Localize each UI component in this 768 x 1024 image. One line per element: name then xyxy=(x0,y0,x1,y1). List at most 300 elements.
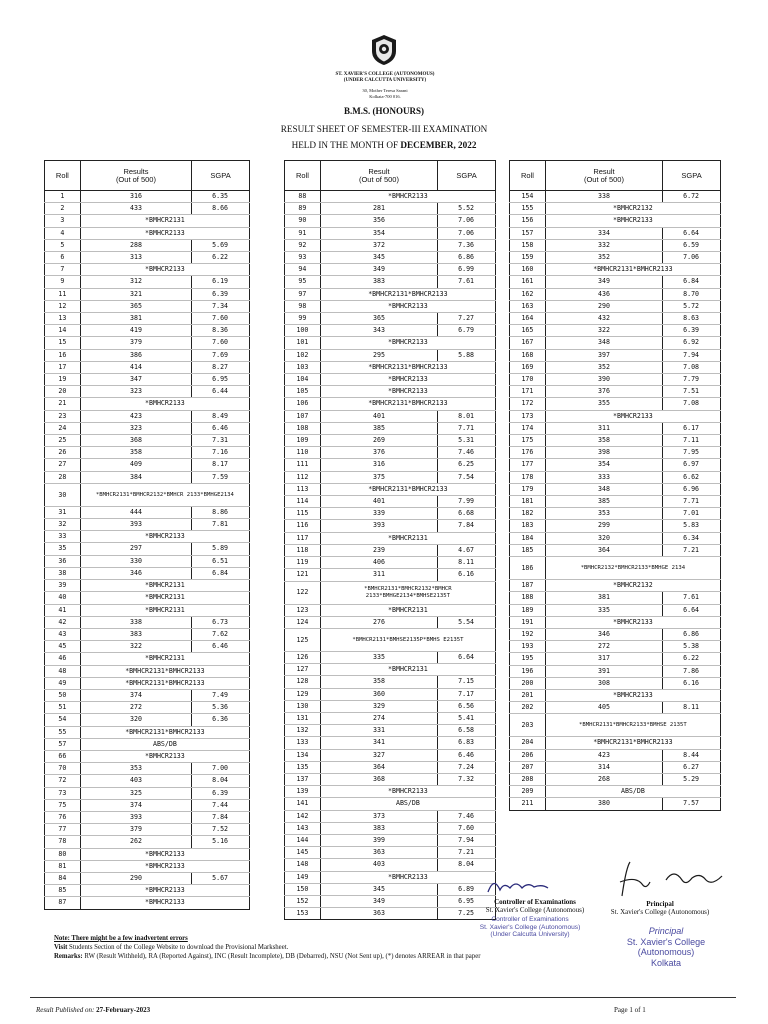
roll-cell: 109 xyxy=(285,435,321,447)
roll-cell: 42 xyxy=(45,616,81,628)
table-row xyxy=(45,410,250,422)
table-row xyxy=(45,897,250,909)
roll-cell: 49 xyxy=(45,677,81,689)
result-cell: 321 xyxy=(80,288,191,300)
roll-cell: 167 xyxy=(510,337,546,349)
sgpa-cell: 7.15 xyxy=(438,676,496,688)
table-row xyxy=(285,435,496,447)
roll-cell: 17 xyxy=(45,361,81,373)
table-row xyxy=(285,847,496,859)
result-cell: 317 xyxy=(545,653,662,665)
roll-cell: 35 xyxy=(45,543,81,555)
sgpa-cell: 5.72 xyxy=(663,300,721,312)
table-row xyxy=(510,749,721,761)
sgpa-cell: 6.36 xyxy=(192,714,250,726)
sgpa-cell: 6.84 xyxy=(192,567,250,579)
roll-cell: 12 xyxy=(45,300,81,312)
roll-cell: 72 xyxy=(45,775,81,787)
sgpa-cell: 5.67 xyxy=(192,872,250,884)
sgpa-cell: 8.04 xyxy=(192,775,250,787)
result-cell: 349 xyxy=(320,264,437,276)
table-row xyxy=(45,848,250,860)
sgpa-cell: 7.36 xyxy=(438,239,496,251)
roll-cell: 80 xyxy=(45,848,81,860)
result-cell: 401 xyxy=(320,410,437,422)
result-cell: 354 xyxy=(545,459,662,471)
result-cell: *BMHCR2133 xyxy=(80,227,249,239)
table-row xyxy=(285,410,496,422)
sgpa-cell: 7.54 xyxy=(438,471,496,483)
result-cell: 383 xyxy=(320,822,437,834)
sgpa-cell: 6.86 xyxy=(663,628,721,640)
result-cell: 288 xyxy=(80,239,191,251)
table-row xyxy=(510,773,721,785)
table-row xyxy=(285,761,496,773)
result-cell: 272 xyxy=(80,702,191,714)
roll-cell: 141 xyxy=(285,798,321,810)
roll-cell: 152 xyxy=(285,895,321,907)
table-row xyxy=(45,435,250,447)
table-row xyxy=(285,749,496,761)
roll-cell: 171 xyxy=(510,386,546,398)
result-cell: 380 xyxy=(545,798,662,810)
roll-cell: 185 xyxy=(510,544,546,556)
roll-cell: 159 xyxy=(510,252,546,264)
page-number: Page 1 of 1 xyxy=(614,1006,646,1014)
table-row xyxy=(285,459,496,471)
table-row xyxy=(285,871,496,883)
roll-cell: 204 xyxy=(510,737,546,749)
result-cell: 323 xyxy=(80,386,191,398)
result-cell: 347 xyxy=(80,374,191,386)
result-cell: *BMHCR2133 xyxy=(80,848,249,860)
sgpa-cell: 6.64 xyxy=(663,227,721,239)
roll-cell: 97 xyxy=(285,288,321,300)
result-cell: *BMHCR2131*BMHCR2132*BMHCR 2133*BMHGE2134*BMHSE2135T xyxy=(320,581,495,604)
result-cell: 368 xyxy=(320,773,437,785)
principal-title: Principal xyxy=(646,900,674,908)
table-row xyxy=(285,349,496,361)
result-cell: 373 xyxy=(320,810,437,822)
sgpa-cell: 7.24 xyxy=(438,761,496,773)
table-row xyxy=(510,557,721,580)
sgpa-cell: 5.16 xyxy=(192,836,250,848)
roll-cell: 66 xyxy=(45,750,81,762)
roll-cell: 46 xyxy=(45,653,81,665)
roll-cell: 162 xyxy=(510,288,546,300)
sgpa-cell: 7.46 xyxy=(438,447,496,459)
column-header-roll: Roll xyxy=(45,161,81,191)
table-row xyxy=(45,824,250,836)
roll-cell: 107 xyxy=(285,410,321,422)
table-row xyxy=(285,483,496,495)
sgpa-cell: 7.21 xyxy=(438,847,496,859)
roll-cell: 139 xyxy=(285,786,321,798)
roll-cell: 133 xyxy=(285,737,321,749)
result-cell: 383 xyxy=(80,628,191,640)
table-row xyxy=(285,361,496,373)
sgpa-cell: 8.36 xyxy=(192,325,250,337)
roll-cell: 3 xyxy=(45,215,81,227)
roll-cell: 116 xyxy=(285,520,321,532)
sgpa-cell: 4.67 xyxy=(438,544,496,556)
roll-cell: 14 xyxy=(45,325,81,337)
result-cell: *BMHCR2133 xyxy=(320,786,495,798)
sgpa-cell: 7.57 xyxy=(663,798,721,810)
table-row xyxy=(510,252,721,264)
sgpa-cell: 6.27 xyxy=(663,761,721,773)
roll-cell: 55 xyxy=(45,726,81,738)
sgpa-cell: 8.04 xyxy=(438,859,496,871)
result-cell: *BMHCR2131*BMHCR2133 xyxy=(545,737,720,749)
result-cell: 290 xyxy=(80,872,191,884)
table-row xyxy=(285,822,496,834)
table-row xyxy=(45,459,250,471)
sgpa-cell: 7.69 xyxy=(192,349,250,361)
sgpa-cell: 7.60 xyxy=(438,822,496,834)
roll-cell: 121 xyxy=(285,569,321,581)
table-row xyxy=(45,264,250,276)
table-row xyxy=(45,811,250,823)
sgpa-cell: 5.54 xyxy=(438,616,496,628)
column-header-sgpa: SGPA xyxy=(438,161,496,191)
table-row xyxy=(510,628,721,640)
roll-cell: 101 xyxy=(285,337,321,349)
roll-cell: 19 xyxy=(45,374,81,386)
result-cell: *BMHCR2131 xyxy=(80,592,249,604)
result-cell: 349 xyxy=(320,895,437,907)
sgpa-cell: 6.34 xyxy=(663,532,721,544)
table-header-row xyxy=(285,161,496,191)
table-row xyxy=(285,374,496,386)
result-cell: ABS/DB xyxy=(320,798,495,810)
sgpa-cell: 6.51 xyxy=(192,555,250,567)
roll-cell: 132 xyxy=(285,725,321,737)
result-cell: 363 xyxy=(320,847,437,859)
sgpa-cell: 6.46 xyxy=(438,749,496,761)
table-row xyxy=(45,288,250,300)
sgpa-cell: 7.99 xyxy=(438,496,496,508)
result-cell: *BMHCR2132*BMHCR2133*BMHGE 2134 xyxy=(545,557,720,580)
result-cell: 348 xyxy=(545,337,662,349)
errors-note: Note: There might be a few inadvertent errors xyxy=(54,935,188,942)
sgpa-cell: 6.79 xyxy=(438,325,496,337)
sgpa-cell: 5.52 xyxy=(438,203,496,215)
roll-cell: 84 xyxy=(45,872,81,884)
table-row xyxy=(285,422,496,434)
table-row xyxy=(285,786,496,798)
table-row xyxy=(45,386,250,398)
table-row xyxy=(510,714,721,737)
roll-cell: 186 xyxy=(510,557,546,580)
roll-cell: 202 xyxy=(510,702,546,714)
result-cell: *BMHCR2133 xyxy=(320,386,495,398)
roll-cell: 183 xyxy=(510,520,546,532)
table-row xyxy=(45,227,250,239)
result-cell: 295 xyxy=(320,349,437,361)
result-cell: *BMHCR2131 xyxy=(80,580,249,592)
principal-signature xyxy=(612,858,742,898)
table-row xyxy=(285,508,496,520)
result-cell: 368 xyxy=(80,435,191,447)
sgpa-cell: 7.34 xyxy=(192,300,250,312)
sheet-title: RESULT SHEET OF SEMESTER-III EXAMINATION xyxy=(280,124,488,134)
roll-cell: 172 xyxy=(510,398,546,410)
roll-cell: 174 xyxy=(510,422,546,434)
result-cell: 322 xyxy=(545,325,662,337)
roll-cell: 50 xyxy=(45,689,81,701)
table-row xyxy=(45,714,250,726)
result-cell: 358 xyxy=(80,447,191,459)
table-row xyxy=(285,227,496,239)
result-cell: 385 xyxy=(545,496,662,508)
table-row xyxy=(45,361,250,373)
sgpa-cell: 6.64 xyxy=(438,651,496,663)
roll-cell: 7 xyxy=(45,264,81,276)
roll-cell: 188 xyxy=(510,592,546,604)
table-row xyxy=(510,435,721,447)
roll-cell: 196 xyxy=(510,665,546,677)
result-cell: 320 xyxy=(545,532,662,544)
table-row xyxy=(510,786,721,798)
roll-cell: 16 xyxy=(45,349,81,361)
sgpa-cell: 5.88 xyxy=(438,349,496,361)
sgpa-cell: 7.84 xyxy=(192,811,250,823)
roll-cell: 104 xyxy=(285,374,321,386)
roll-cell: 177 xyxy=(510,459,546,471)
result-cell: *BMHCR2131 xyxy=(80,215,249,227)
result-cell: *BMHCR2133 xyxy=(80,897,249,909)
column-header-roll: Roll xyxy=(510,161,546,191)
table-row xyxy=(45,519,250,531)
result-cell: 379 xyxy=(80,824,191,836)
roll-cell: 15 xyxy=(45,337,81,349)
result-cell: *BMHCR2133 xyxy=(545,689,720,701)
table-row xyxy=(45,750,250,762)
roll-cell: 163 xyxy=(510,300,546,312)
roll-cell: 207 xyxy=(510,761,546,773)
result-cell: 323 xyxy=(80,422,191,434)
roll-cell: 27 xyxy=(45,459,81,471)
result-cell: *BMHCR2131*BMHCR2133 xyxy=(545,264,720,276)
roll-cell: 187 xyxy=(510,580,546,592)
roll-cell: 165 xyxy=(510,325,546,337)
result-cell: 405 xyxy=(545,702,662,714)
sgpa-cell: 6.62 xyxy=(663,471,721,483)
roll-cell: 48 xyxy=(45,665,81,677)
roll-cell: 94 xyxy=(285,264,321,276)
sgpa-cell: 6.95 xyxy=(438,895,496,907)
table-row xyxy=(45,726,250,738)
table-row xyxy=(45,239,250,251)
result-cell: *BMHCR2131*BMHCR2133 xyxy=(80,677,249,689)
table-row xyxy=(510,798,721,810)
table-row xyxy=(510,447,721,459)
roll-cell: 211 xyxy=(510,798,546,810)
table-row xyxy=(510,665,721,677)
table-row xyxy=(285,700,496,712)
roll-cell: 5 xyxy=(45,239,81,251)
roll-cell: 127 xyxy=(285,664,321,676)
result-cell: 349 xyxy=(545,276,662,288)
result-cell: 375 xyxy=(320,471,437,483)
result-cell: 356 xyxy=(320,215,437,227)
table-row xyxy=(45,300,250,312)
roll-cell: 154 xyxy=(510,191,546,203)
result-cell: 320 xyxy=(80,714,191,726)
roll-cell: 43 xyxy=(45,628,81,640)
result-cell: 343 xyxy=(320,325,437,337)
result-table-2 xyxy=(284,160,496,920)
table-row xyxy=(510,544,721,556)
table-header-row xyxy=(510,161,721,191)
result-cell: 393 xyxy=(320,520,437,532)
sgpa-cell: 7.46 xyxy=(438,810,496,822)
table-row xyxy=(510,239,721,251)
roll-cell: 24 xyxy=(45,422,81,434)
result-cell: *BMHCR2131 xyxy=(320,532,495,544)
table-row xyxy=(285,688,496,700)
sgpa-cell: 8.27 xyxy=(192,361,250,373)
result-cell: 399 xyxy=(320,834,437,846)
roll-cell: 21 xyxy=(45,398,81,410)
roll-cell: 87 xyxy=(45,897,81,909)
result-cell: 322 xyxy=(80,641,191,653)
roll-cell: 88 xyxy=(285,191,321,203)
roll-cell: 25 xyxy=(45,435,81,447)
column-header-roll: Roll xyxy=(285,161,321,191)
table-row xyxy=(45,374,250,386)
result-cell: 354 xyxy=(320,227,437,239)
column-header-sgpa: SGPA xyxy=(192,161,250,191)
sgpa-cell: 6.25 xyxy=(438,459,496,471)
sgpa-cell: 6.68 xyxy=(438,508,496,520)
sgpa-cell: 7.95 xyxy=(663,447,721,459)
table-row xyxy=(510,313,721,325)
sgpa-cell: 7.51 xyxy=(663,386,721,398)
roll-cell: 203 xyxy=(510,714,546,737)
roll-cell: 102 xyxy=(285,349,321,361)
sgpa-cell: 5.83 xyxy=(663,520,721,532)
result-cell: 312 xyxy=(80,276,191,288)
result-cell: 352 xyxy=(545,361,662,373)
roll-cell: 118 xyxy=(285,544,321,556)
result-table-3 xyxy=(509,160,721,811)
result-cell: 391 xyxy=(545,665,662,677)
table-row xyxy=(510,520,721,532)
controller-signature xyxy=(484,872,574,900)
roll-cell: 153 xyxy=(285,908,321,920)
remarks-note: Remarks: RW (Result Withheld), RA (Reported Against), INC (Result Incomplete), DB (Debarred), NSU (Not Sent up), (*) denotes ARREAR in that paper xyxy=(54,953,481,960)
result-cell: 335 xyxy=(320,651,437,663)
sgpa-cell: 7.62 xyxy=(192,628,250,640)
sgpa-cell: 5.89 xyxy=(192,543,250,555)
sgpa-cell: 7.71 xyxy=(438,422,496,434)
result-cell: 365 xyxy=(80,300,191,312)
roll-cell: 158 xyxy=(510,239,546,251)
result-cell: ABS/DB xyxy=(80,738,249,750)
sgpa-cell: 6.39 xyxy=(192,787,250,799)
published-date: Result Published on: 27-February-2023 xyxy=(36,1006,151,1014)
roll-cell: 95 xyxy=(285,276,321,288)
roll-cell: 182 xyxy=(510,508,546,520)
sgpa-cell: 8.11 xyxy=(663,702,721,714)
table-row xyxy=(45,787,250,799)
table-header-row xyxy=(45,161,250,191)
roll-cell: 170 xyxy=(510,374,546,386)
sgpa-cell: 6.56 xyxy=(438,700,496,712)
result-cell: 376 xyxy=(545,386,662,398)
sgpa-cell: 5.36 xyxy=(192,702,250,714)
result-cell: 364 xyxy=(320,761,437,773)
roll-cell: 200 xyxy=(510,677,546,689)
table-row xyxy=(45,337,250,349)
held-line: HELD IN THE MONTH OF DECEMBER, 2022 xyxy=(291,140,477,150)
roll-cell: 105 xyxy=(285,386,321,398)
sgpa-cell: 6.99 xyxy=(438,264,496,276)
table-row xyxy=(45,738,250,750)
table-row xyxy=(510,288,721,300)
table-row xyxy=(510,508,721,520)
roll-cell: 112 xyxy=(285,471,321,483)
result-cell: 268 xyxy=(545,773,662,785)
sgpa-cell: 6.46 xyxy=(192,641,250,653)
roll-cell: 193 xyxy=(510,641,546,653)
roll-cell: 155 xyxy=(510,203,546,215)
result-cell: 406 xyxy=(320,557,437,569)
result-cell: *BMHCR2133 xyxy=(320,337,495,349)
result-cell: 376 xyxy=(320,447,437,459)
result-cell: *BMHCR2133 xyxy=(80,264,249,276)
result-cell: 353 xyxy=(545,508,662,520)
table-row xyxy=(285,288,496,300)
table-row xyxy=(45,763,250,775)
table-row xyxy=(285,834,496,846)
table-row xyxy=(285,773,496,785)
table-row xyxy=(285,239,496,251)
table-row xyxy=(285,628,496,651)
result-cell: 436 xyxy=(545,288,662,300)
result-cell: *BMHCR2132 xyxy=(545,203,720,215)
controller-org: St. Xavier's College (Autonomous) xyxy=(485,906,585,914)
table-row xyxy=(510,264,721,276)
roll-cell: 143 xyxy=(285,822,321,834)
result-cell: 401 xyxy=(320,496,437,508)
roll-cell: 142 xyxy=(285,810,321,822)
result-cell: 360 xyxy=(320,688,437,700)
roll-cell: 201 xyxy=(510,689,546,701)
sgpa-cell: 6.97 xyxy=(663,459,721,471)
result-table-1 xyxy=(44,160,250,910)
table-row xyxy=(510,227,721,239)
table-row xyxy=(45,689,250,701)
roll-cell: 148 xyxy=(285,859,321,871)
roll-cell: 100 xyxy=(285,325,321,337)
sgpa-cell: 6.39 xyxy=(192,288,250,300)
table-row xyxy=(285,313,496,325)
roll-cell: 117 xyxy=(285,532,321,544)
result-cell: *BMHCR2131*BMHCR2133*BMHSE 2135T xyxy=(545,714,720,737)
roll-cell: 36 xyxy=(45,555,81,567)
result-cell: 403 xyxy=(320,859,437,871)
roll-cell: 81 xyxy=(45,860,81,872)
sgpa-cell: 7.61 xyxy=(438,276,496,288)
table-row xyxy=(510,215,721,227)
sgpa-cell: 7.06 xyxy=(663,252,721,264)
result-cell: 381 xyxy=(545,592,662,604)
table-row xyxy=(45,567,250,579)
sgpa-cell: 7.52 xyxy=(192,824,250,836)
